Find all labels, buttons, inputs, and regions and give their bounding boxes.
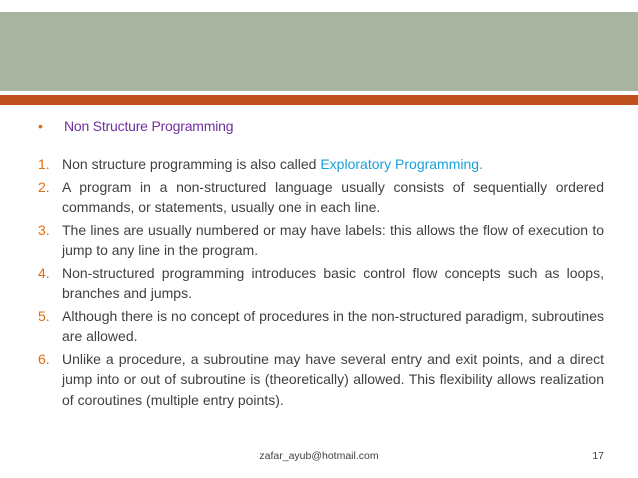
header-band: [0, 12, 638, 91]
list-number: 4.: [38, 264, 50, 281]
bullet-heading: [38, 116, 604, 136]
list-number: 5.: [38, 307, 50, 324]
accent-rule: [0, 95, 638, 105]
list-number: 6.: [38, 350, 50, 367]
list-item: [38, 306, 604, 347]
list-item-text: Unlike a procedure, a subroutine may have several entry and exit points, and a direct jump into or out of subroutine is (theoretically) allowed. This flexibility allows realization of coroutines (multiple entry points).: [62, 350, 604, 408]
list-item: [38, 349, 604, 411]
list-item-text: A program in a non-structured language usually consists of sequentially ordered commands, or statements, usually one in each line.: [62, 178, 604, 215]
list-number: 3.: [38, 221, 50, 238]
list-item-text: The lines are usually numbered or may have labels: this allows the flow of execution to jump to any line in the program.: [62, 221, 604, 258]
numbered-list: [38, 154, 604, 410]
list-item-text-part: Non structure programming is also called: [62, 156, 321, 172]
list-number: 2.: [38, 178, 50, 195]
highlighted-term: Exploratory Programming.: [320, 156, 483, 172]
slide-content: [38, 116, 604, 412]
heading-text: Non Structure Programming: [64, 118, 234, 134]
list-item-text: Although there is no concept of procedures in the non-structured paradigm, subroutines are allowed.: [62, 307, 604, 344]
list-number: 1.: [38, 156, 50, 172]
list-item-text: Non-structured programming introduces basic control flow concepts such as loops, branches and jumps.: [62, 264, 604, 301]
list-item: [38, 177, 604, 218]
list-item-text: [62, 154, 604, 175]
page-number: 17: [592, 450, 604, 462]
list-item: [38, 263, 604, 304]
bullet-icon: •: [38, 118, 43, 134]
list-item: [38, 220, 604, 261]
footer-email: zafar_ayub@hotmail.com: [259, 450, 379, 462]
list-item: [38, 154, 604, 175]
